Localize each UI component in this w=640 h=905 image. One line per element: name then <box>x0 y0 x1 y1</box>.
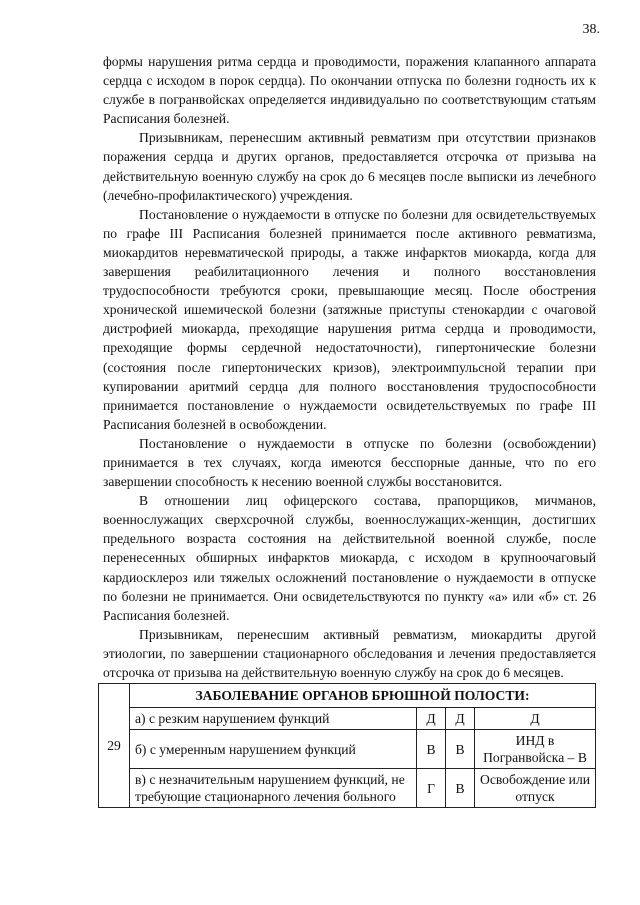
paragraph: Постановление о нуждаемости в отпуске по болезни для освидетельствуемых по графе III Расписания болезней принимается после активного ревматизма, миокардитов неревматической природы, а также инфарктов миокарда, когда для завершения реабилитационного лечения и полного восстановления трудоспособности требуются сроки, превышающие месяц. После обострения хронической ишемической болезни (затяжные приступы стенокардии с очаговой дистрофией миокарда, преходящие нарушения ритма сердца и проводимости, преходящие формы сердечной недостаточности), гипертонические болезни (состояния после гипертонических кризов), электроимпульсной терапии при купировании аритмий сердца для полного восстановления трудоспособности принимается постановление о нуждаемости освидетельствуемых по графе III Расписания болезней в освобождении. <box>103 206 596 432</box>
table-header: ЗАБОЛЕВАНИЕ ОРГАНОВ БРЮШНОЙ ПОЛОСТИ: <box>130 684 596 708</box>
row-description: а) с резким нарушением функций <box>130 708 417 730</box>
page-number: 38. <box>582 22 600 37</box>
row-description: б) с умеренным нарушением функций <box>130 730 417 769</box>
row-description: в) с незначительным нарушением функций, не требующие стационарного лечения больного <box>130 769 417 808</box>
paragraph: Призывникам, перенесшим активный ревматизм при отсутствии признаков поражения сердца и других органов, предоставляется отсрочка от призыва на действительную военную службу на срок до 6 месяцев после выписки из лечебного (лечебно-профилактического) учреждения. <box>103 130 596 203</box>
paragraph: В отношении лиц офицерского состава, прапорщиков, мичманов, военнослужащих сверхсрочной службы, военнослужащих-женщин, достигших предельного возраста состояния на действительной военной службе, после перенесенных обширных инфарктов миокарда, с исходом в крупноочаговый кардиосклероз или тяжелых осложнений постановление о нуждаемости в отпуске по болезни не принимается. Они освидетельствуются по пункту «а» или «б» ст. 26 Расписания болезней. <box>103 493 596 623</box>
paragraph: Постановление о нуждаемости в отпуске по болезни (освобождении) принимается в тех случаях, когда имеются бесспорные данные, что по его завершении способность к несению военной службы восстановится. <box>103 435 596 490</box>
table-header-row <box>99 684 596 708</box>
table-row <box>99 769 596 808</box>
category-cell: Освобождение или отпуск <box>475 769 596 808</box>
category-cell: ИНД в Погранвойска – В <box>475 730 596 769</box>
category-cell: Д <box>446 708 475 730</box>
paragraph: формы нарушения ритма сердца и проводимости, поражения клапанного аппарата сердца с исходом в порок сердца). По окончании отпуска по болезни годность их к службе в погранвойсках определяется индивидуально по соответствующим статьям Расписания болезней. <box>103 54 596 127</box>
category-cell: В <box>446 730 475 769</box>
body-text <box>103 52 596 682</box>
paragraph: Призывникам, перенесшим активный ревматизм, миокардиты другой этиологии, по завершении стационарного обследования и лечения предоставляется отсрочка от призыва на действительную военную службу на срок до 6 месяцев. <box>103 626 596 680</box>
table-row <box>99 730 596 769</box>
category-cell: В <box>417 730 446 769</box>
category-cell: В <box>446 769 475 808</box>
table-row <box>99 708 596 730</box>
category-cell: Д <box>475 708 596 730</box>
disease-table <box>98 683 596 808</box>
article-number: 29 <box>99 684 130 808</box>
category-cell: Г <box>417 769 446 808</box>
category-cell: Д <box>417 708 446 730</box>
